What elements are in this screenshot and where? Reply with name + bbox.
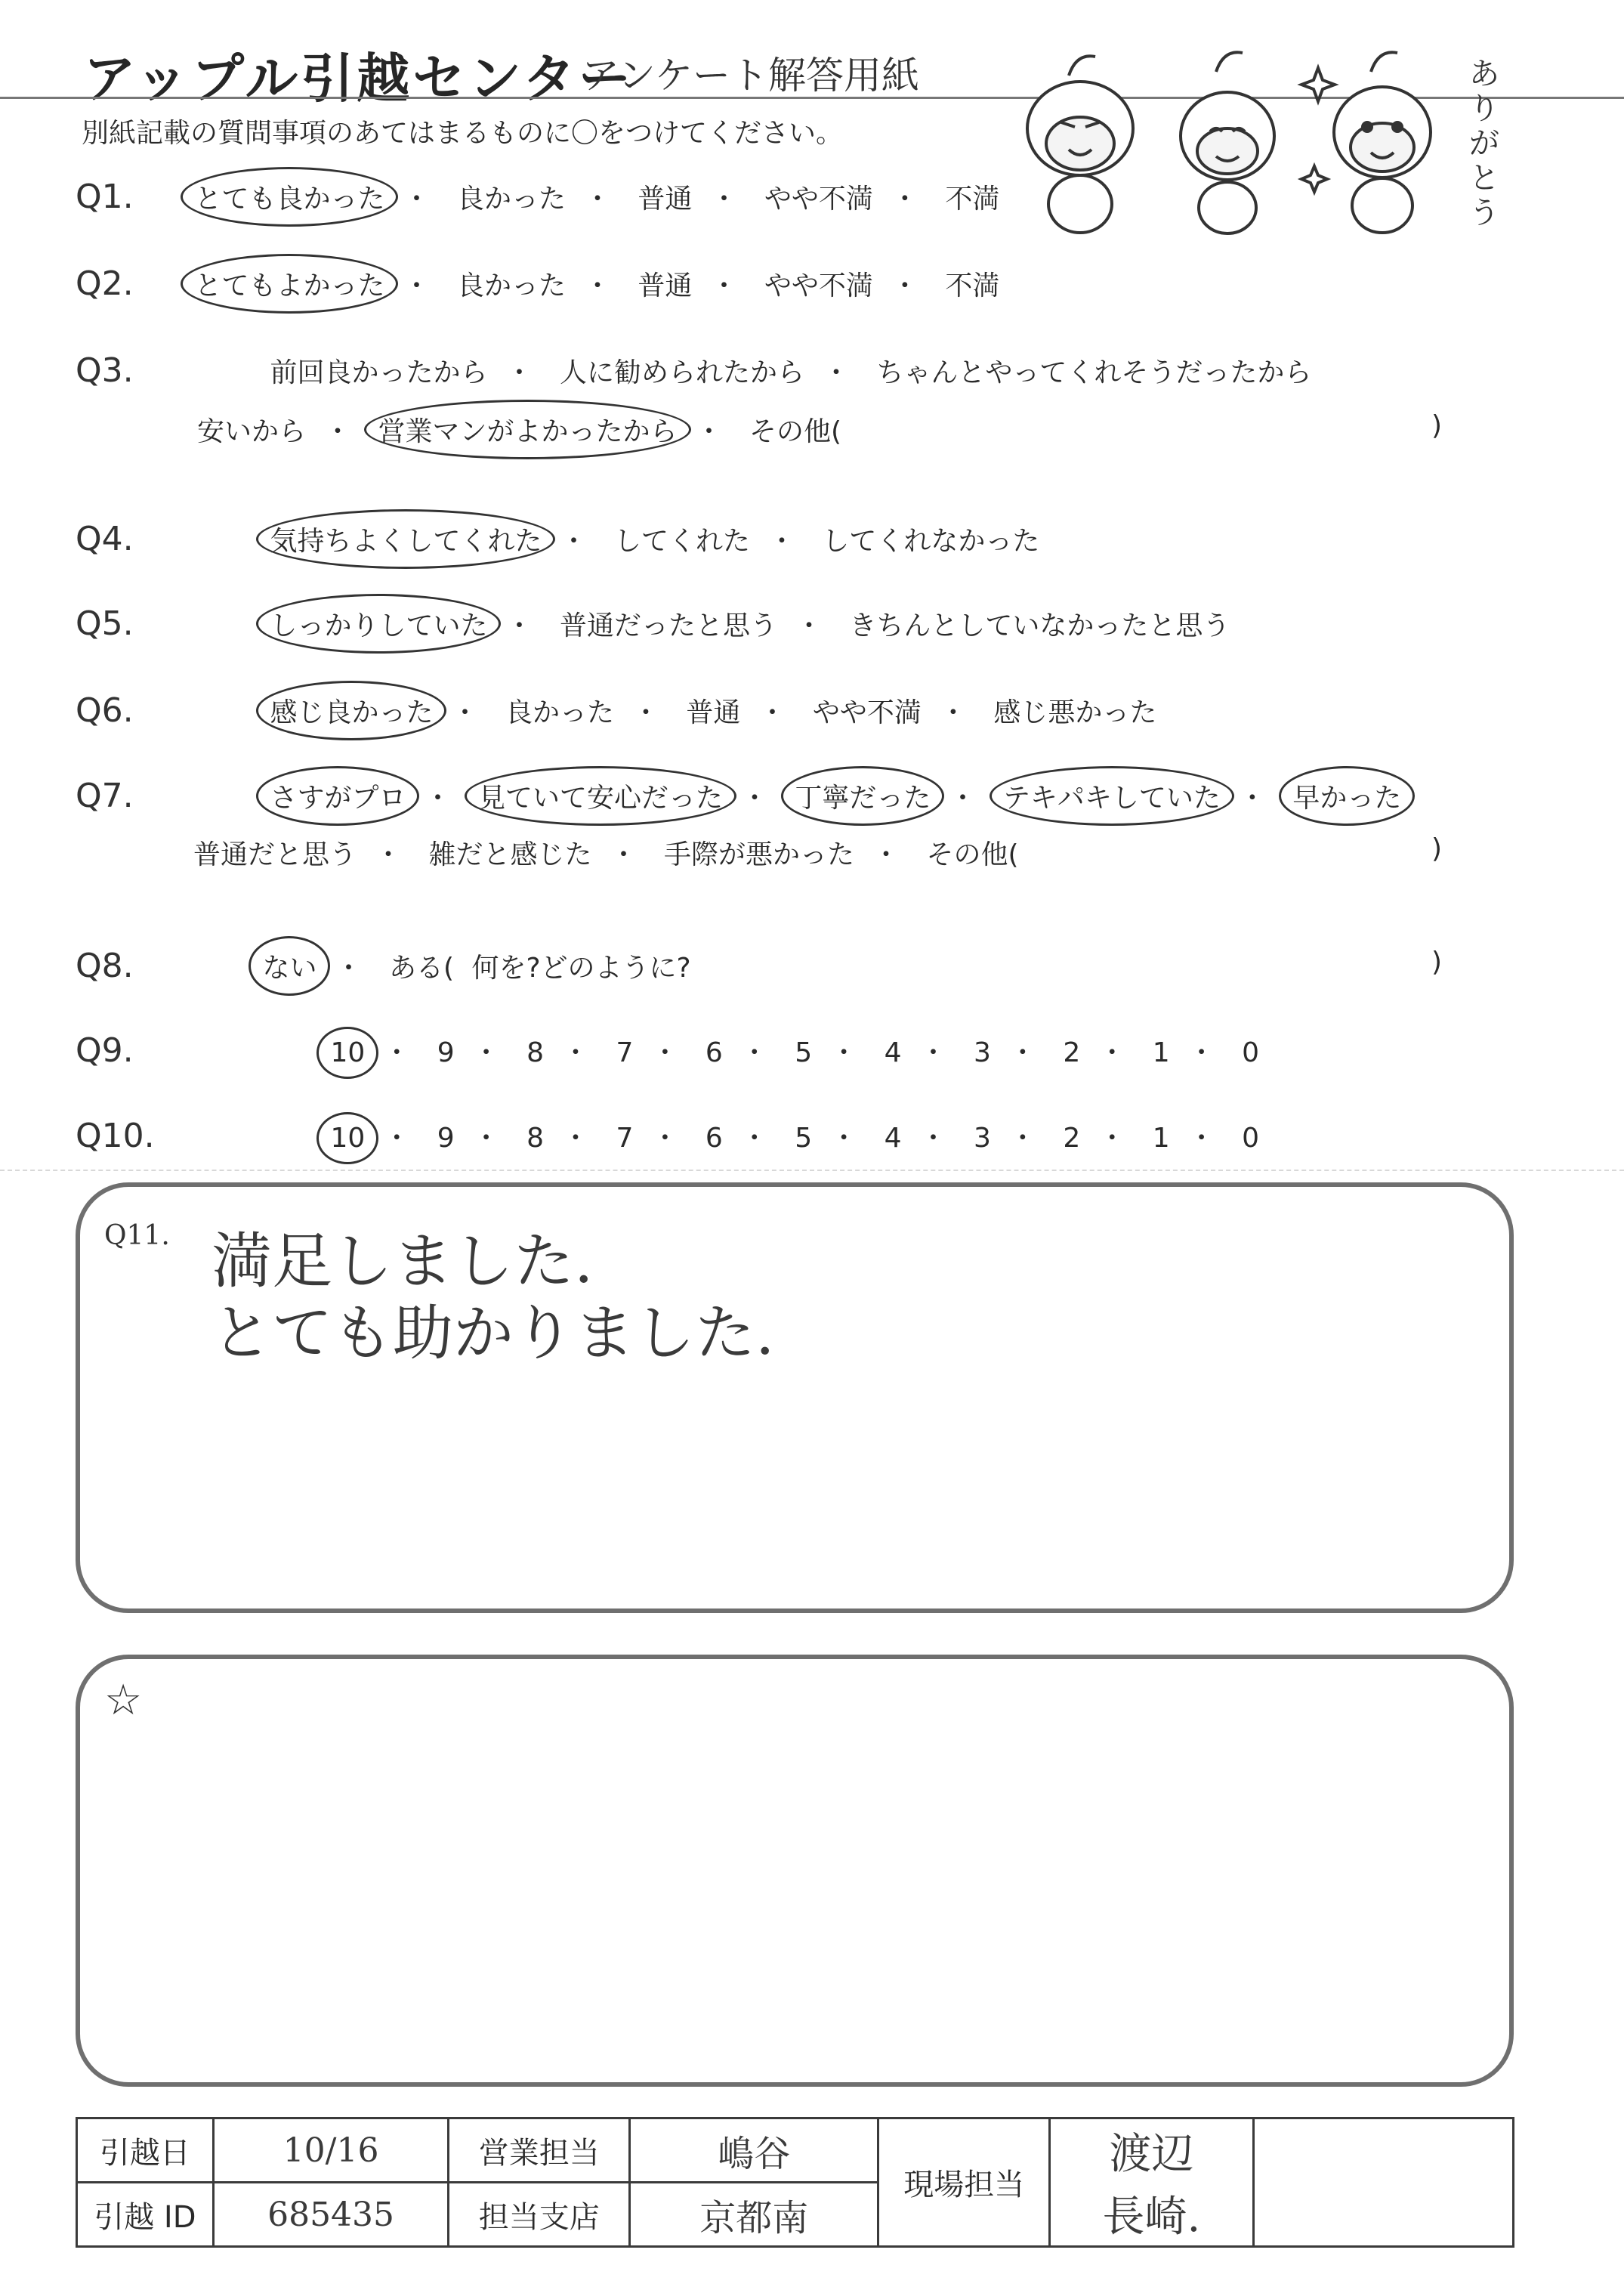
q7-option-3[interactable]: 丁寧だった	[790, 777, 935, 815]
q1-option-4[interactable]: やや不満	[764, 184, 873, 215]
q9-score-7[interactable]: 7	[616, 1037, 634, 1068]
q7-option-7[interactable]: 雑だと感じた	[428, 839, 592, 870]
question-row-q1: Q1. とても良かった ・ 良かった ・ 普通 ・ やや不満 ・ 不満	[76, 178, 1004, 216]
form-subtitle: アンケート解答用紙	[582, 54, 919, 97]
q10-score-9[interactable]: 9	[437, 1123, 455, 1154]
q9-score-5[interactable]: 5	[795, 1037, 813, 1068]
q10-score-5[interactable]: 5	[795, 1123, 813, 1154]
monkey-mascots-illustration	[997, 38, 1526, 242]
move-id-value[interactable]: 685435	[213, 2183, 449, 2247]
q5-option-1[interactable]: しっかりしていた	[265, 604, 492, 643]
question-row-q9: Q9. 10 ・ 9 ・ 8 ・ 7 ・ 6 ・ 5 ・ 4 ・ 3 ・ 2 ・ 1 ・ 0	[76, 1031, 1264, 1070]
thanks-vertical-text: ありがとう	[1469, 57, 1499, 230]
q10-score-3[interactable]: 3	[973, 1123, 991, 1154]
q9-score-9[interactable]: 9	[437, 1037, 455, 1068]
question-number: Q4.	[76, 520, 134, 558]
q6-option-2[interactable]: 良かった	[505, 697, 614, 728]
q3-option-4[interactable]: 安いから	[197, 416, 307, 447]
q7-option-4[interactable]: テキパキしていた	[999, 777, 1225, 815]
site-staff-extra-cell[interactable]	[1253, 2118, 1513, 2247]
q1-option-5[interactable]: 不満	[945, 184, 1000, 215]
q7-option-5[interactable]: 早かった	[1288, 777, 1406, 815]
question-row-q3: Q3. 前回良かったから ・ 人に勧められたから ・ ちゃんとやってくれそうだったから	[76, 351, 1316, 390]
q4-option-1[interactable]: 気持ちよくしてくれた	[265, 520, 546, 558]
question-row-q4: Q4. 気持ちよくしてくれた ・ してくれた ・ してくれなかった	[76, 520, 1044, 558]
move-id-label: 引越 ID	[77, 2183, 214, 2247]
q3-option-other[interactable]: その他(	[749, 416, 842, 447]
q7-option-other[interactable]: その他(	[926, 839, 1019, 870]
q10-score-6[interactable]: 6	[705, 1123, 723, 1154]
move-date-value[interactable]: 10/16	[213, 2118, 449, 2183]
question-row-q6: Q6. 感じ良かった ・ 良かった ・ 普通 ・ やや不満 ・ 感じ悪かった	[76, 691, 1161, 730]
question-number: Q5.	[76, 604, 134, 643]
q7-option-6[interactable]: 普通だと思う	[193, 839, 357, 870]
site-staff-value-1[interactable]: 渡辺	[1050, 2118, 1254, 2183]
branch-label: 担当支店	[449, 2183, 630, 2247]
q6-option-5[interactable]: 感じ悪かった	[993, 697, 1157, 728]
q10-score-2[interactable]: 2	[1063, 1123, 1081, 1154]
q2-option-2[interactable]: 良かった	[456, 270, 566, 301]
star-icon: ☆	[104, 1676, 143, 1725]
q2-option-4[interactable]: やや不満	[764, 270, 873, 301]
sales-rep-value[interactable]: 嶋谷	[630, 2118, 878, 2183]
q9-score-2[interactable]: 2	[1063, 1037, 1081, 1068]
q8-option-none[interactable]: ない	[258, 947, 321, 985]
site-staff-label: 現場担当	[878, 2118, 1050, 2247]
q2-option-3[interactable]: 普通	[638, 270, 693, 301]
q9-score-3[interactable]: 3	[973, 1037, 991, 1068]
q5-option-3[interactable]: きちんとしていなかったと思う	[849, 610, 1230, 641]
question-number: Q10.	[76, 1117, 155, 1155]
q4-option-3[interactable]: してくれなかった	[822, 526, 1040, 557]
q10-score-0[interactable]: 0	[1242, 1123, 1260, 1154]
q3-option-3[interactable]: ちゃんとやってくれそうだったから	[876, 357, 1312, 388]
question-number: Q6.	[76, 691, 134, 730]
q5-option-2[interactable]: 普通だったと思う	[559, 610, 777, 641]
q7-option-8[interactable]: 手際が悪かった	[663, 839, 854, 870]
q11-handwritten-line-1: 満足しました.	[211, 1226, 594, 1296]
q3-option-2[interactable]: 人に勧められたから	[559, 357, 804, 388]
question-number: Q9.	[76, 1031, 134, 1070]
form-title: アップル引越センター	[83, 48, 634, 110]
q8-close-paren: )	[1431, 947, 1443, 978]
question-number: Q1.	[76, 178, 134, 216]
q3-close-paren: )	[1431, 410, 1443, 441]
q9-score-6[interactable]: 6	[705, 1037, 723, 1068]
branch-value[interactable]: 京都南	[630, 2183, 878, 2247]
q2-option-1[interactable]: とてもよかった	[190, 264, 389, 303]
q10-score-10[interactable]: 10	[326, 1123, 369, 1154]
q8-option-detail-prompt: 何を?どのように?	[471, 953, 691, 984]
question-row-q10: Q10. 10 ・ 9 ・ 8 ・ 7 ・ 6 ・ 5 ・ 4 ・ 3 ・ 2 ・ 1 ・ 0	[76, 1117, 1264, 1155]
question-number: Q7.	[76, 777, 134, 815]
q6-option-3[interactable]: 普通	[686, 697, 741, 728]
q6-option-4[interactable]: やや不満	[812, 697, 922, 728]
q9-score-8[interactable]: 8	[526, 1037, 545, 1068]
q7-option-1[interactable]: さすがプロ	[265, 777, 410, 815]
q8-option-yes[interactable]: ある(	[388, 953, 454, 984]
q2-option-5[interactable]: 不満	[945, 270, 1000, 301]
q9-score-1[interactable]: 1	[1152, 1037, 1170, 1068]
q9-score-10[interactable]: 10	[326, 1037, 369, 1068]
move-date-label: 引越日	[77, 2118, 214, 2183]
q6-option-1[interactable]: 感じ良かった	[265, 691, 437, 730]
question-row-q5: Q5. しっかりしていた ・ 普通だったと思う ・ きちんとしていなかったと思う	[76, 604, 1234, 643]
q10-score-4[interactable]: 4	[884, 1123, 902, 1154]
q9-score-0[interactable]: 0	[1242, 1037, 1260, 1068]
star-comment-box[interactable]	[76, 1655, 1514, 2087]
q4-option-2[interactable]: してくれた	[613, 526, 750, 557]
question-row-q3-continued: 安いから ・ 営業マンがよかったから ・ その他(	[193, 410, 846, 449]
q1-option-3[interactable]: 普通	[638, 184, 693, 215]
q3-option-5[interactable]: 営業マンがよかったから	[373, 410, 681, 449]
q10-score-7[interactable]: 7	[616, 1123, 634, 1154]
sales-rep-label: 営業担当	[449, 2118, 630, 2183]
question-number: Q2.	[76, 264, 134, 303]
q10-score-1[interactable]: 1	[1152, 1123, 1170, 1154]
question-row-q7-continued: 普通だと思う ・ 雑だと感じた ・ 手際が悪かった ・ その他(	[189, 833, 1023, 872]
question-row-q7: Q7. さすがプロ ・ 見ていて安心だった ・ 丁寧だった ・ テキパキしていた ・ 早かった	[76, 777, 1406, 815]
question-row-q8: Q8. ない ・ ある( 何を?どのように?	[76, 947, 696, 985]
q3-option-1[interactable]: 前回良かったから	[270, 357, 488, 388]
instruction-text: 別紙記載の質問事項のあてはまるものに〇をつけてください。	[82, 118, 844, 149]
q1-option-1[interactable]: とても良かった	[190, 178, 389, 216]
question-number: Q8.	[76, 947, 134, 985]
q11-handwritten-line-2: とても助かりました.	[211, 1298, 775, 1368]
q1-option-2[interactable]: 良かった	[456, 184, 566, 215]
q7-close-paren: )	[1431, 833, 1443, 864]
question-row-q2: Q2. とてもよかった ・ 良かった ・ 普通 ・ やや不満 ・ 不満	[76, 264, 1004, 303]
question-number: Q3.	[76, 351, 134, 390]
q7-option-2[interactable]: 見ていて安心だった	[474, 777, 727, 815]
q10-score-8[interactable]: 8	[526, 1123, 545, 1154]
fold-line	[0, 1170, 1624, 1171]
q9-score-4[interactable]: 4	[884, 1037, 902, 1068]
move-info-table	[76, 2117, 1514, 2248]
site-staff-value-2[interactable]: 長崎.	[1050, 2183, 1254, 2247]
q11-label: Q11.	[104, 1220, 170, 1251]
